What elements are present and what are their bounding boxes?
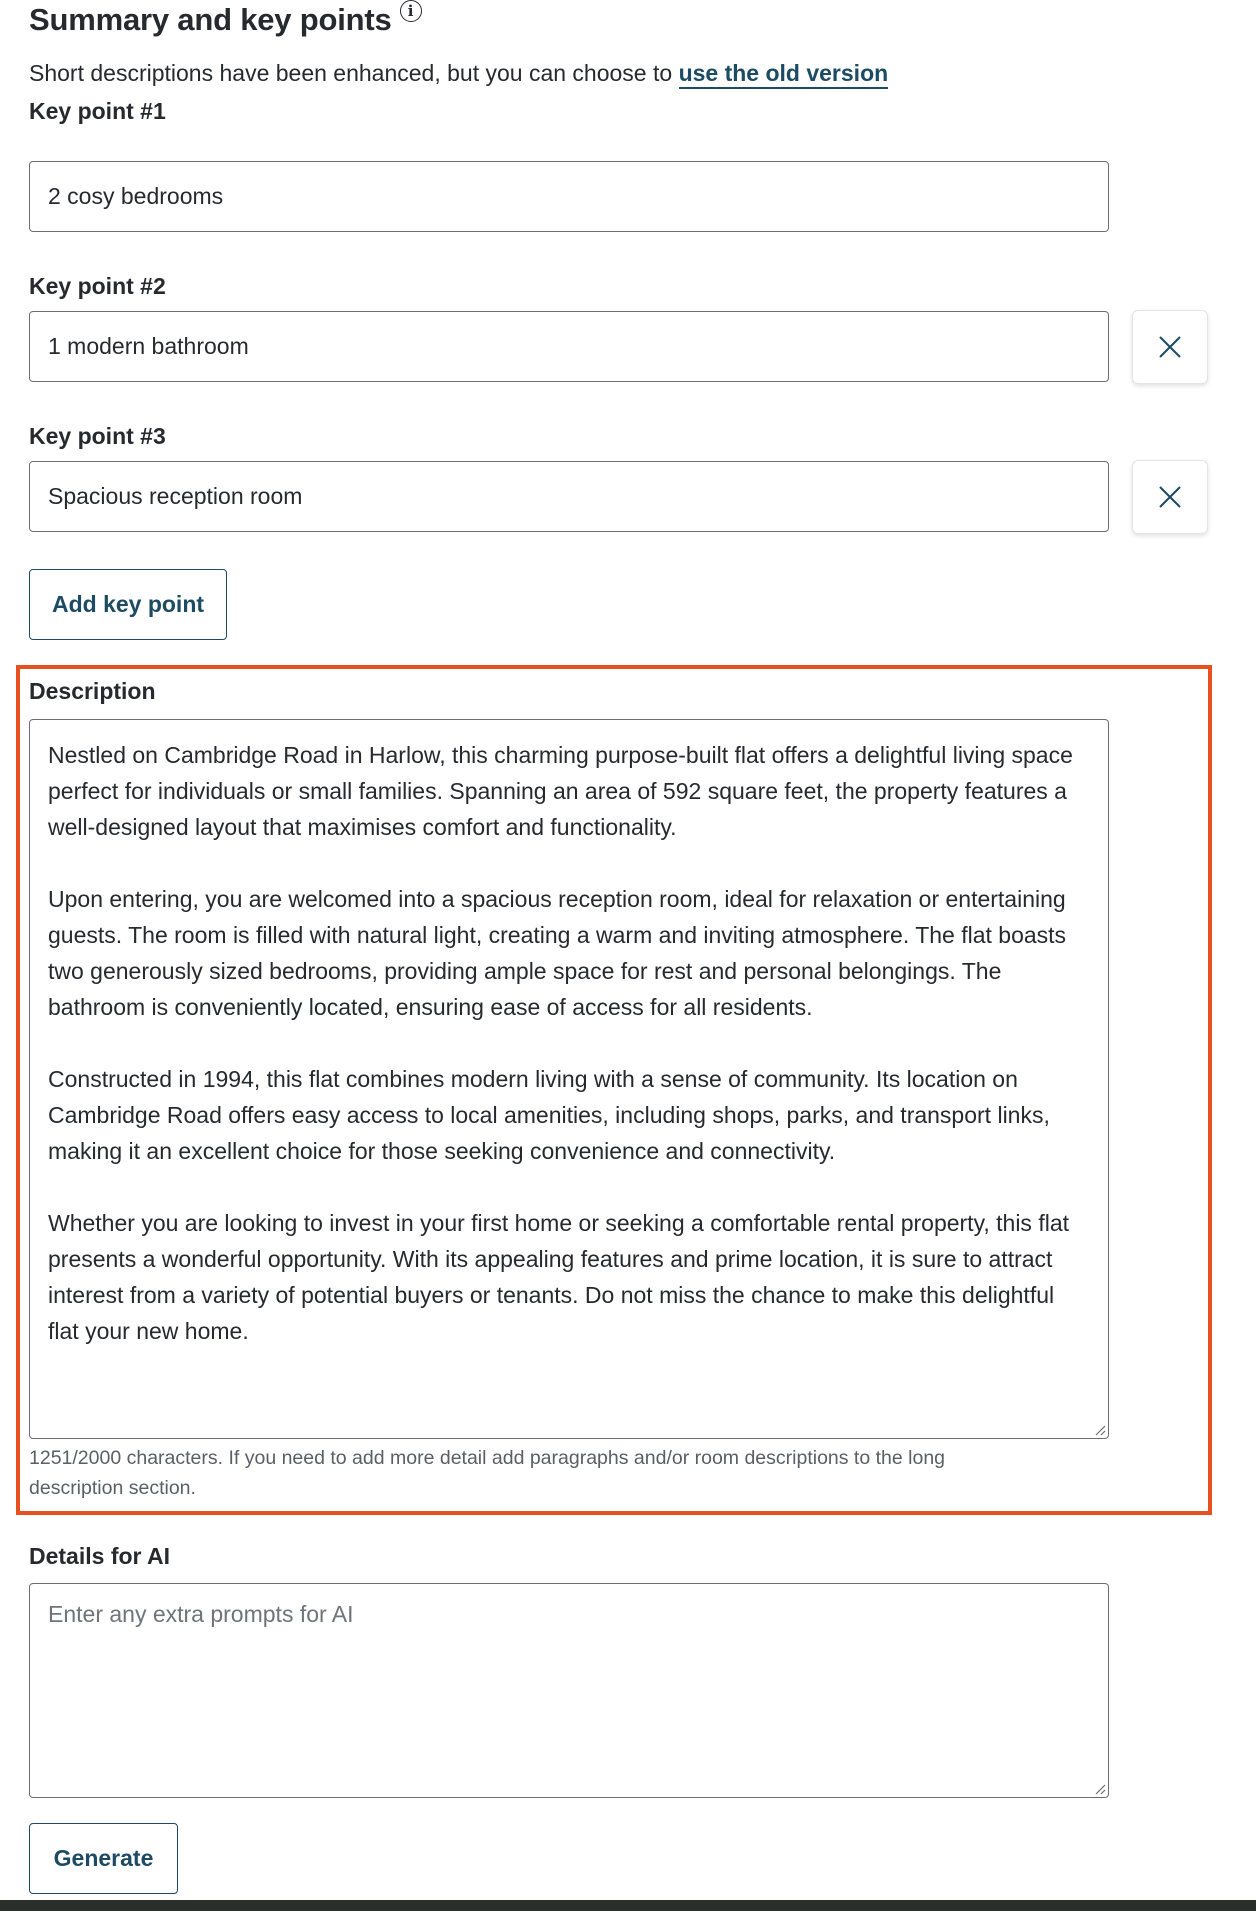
description-label: Description bbox=[29, 678, 156, 704]
add-key-point-button[interactable]: Add key point bbox=[29, 569, 227, 640]
page-title: Summary and key points bbox=[29, 2, 392, 37]
resize-handle-icon[interactable] bbox=[1094, 1424, 1106, 1436]
section-heading bbox=[29, 2, 422, 38]
remove-key-point-3-button[interactable] bbox=[1132, 460, 1208, 534]
use-old-version-link[interactable]: use the old version bbox=[679, 60, 889, 89]
details-for-ai-textarea[interactable] bbox=[29, 1583, 1109, 1798]
key-point-2-input[interactable] bbox=[29, 311, 1109, 382]
info-icon[interactable]: i bbox=[400, 0, 422, 22]
key-point-1-label: Key point #1 bbox=[29, 98, 166, 124]
key-point-3-input[interactable] bbox=[29, 461, 1109, 532]
description-paragraph-1: Nestled on Cambridge Road in Harlow, this charming purpose-built flat offers a delightful living space perfect for individuals or small families. Spanning an area of 592 square feet, the property features a well-designed layout that maximises comfort and functionality. bbox=[48, 742, 1073, 840]
key-point-1-input[interactable] bbox=[29, 161, 1109, 232]
key-point-3-label: Key point #3 bbox=[29, 423, 166, 449]
character-count-helper: 1251/2000 characters. If you need to add more detail add paragraphs and/or room descriptions to the long description section. bbox=[29, 1447, 946, 1499]
close-icon bbox=[1157, 484, 1183, 510]
intro-copy: Short descriptions have been enhanced, but you can choose to bbox=[29, 60, 679, 86]
close-icon bbox=[1157, 334, 1183, 360]
description-paragraph-4: Whether you are looking to invest in your first home or seeking a comfortable rental property, this flat presents a wonderful opportunity. With its appealing features and prime location, it is sure to attract interest from a variety of potential buyers or tenants. Do not miss the chance to make this delightful flat your new home. bbox=[48, 1210, 1070, 1344]
description-paragraph-2: Upon entering, you are welcomed into a spacious reception room, ideal for relaxation or entertaining guests. The room is filled with natural light, creating a warm and inviting atmosphere. The flat boasts two generously sized bedrooms, providing ample space for rest and personal belongings. The bathroom is conveniently located, ensuring ease of access for all residents. bbox=[48, 886, 1067, 1020]
description-paragraph-3: Constructed in 1994, this flat combines modern living with a sense of community. Its location on Cambridge Road offers easy access to local amenities, including shops, parks, and transport links, making it an excellent choice for those seeking convenience and connectivity. bbox=[48, 1066, 1050, 1164]
bottom-bar bbox=[0, 1900, 1256, 1911]
description-textarea[interactable] bbox=[29, 719, 1109, 1439]
intro-text bbox=[29, 60, 888, 87]
resize-handle-icon[interactable] bbox=[1094, 1783, 1106, 1795]
generate-button[interactable]: Generate bbox=[29, 1823, 178, 1894]
remove-key-point-2-button[interactable] bbox=[1132, 310, 1208, 384]
details-for-ai-placeholder: Enter any extra prompts for AI bbox=[48, 1601, 354, 1627]
key-point-2-label: Key point #2 bbox=[29, 273, 166, 299]
details-for-ai-label: Details for AI bbox=[29, 1543, 171, 1569]
